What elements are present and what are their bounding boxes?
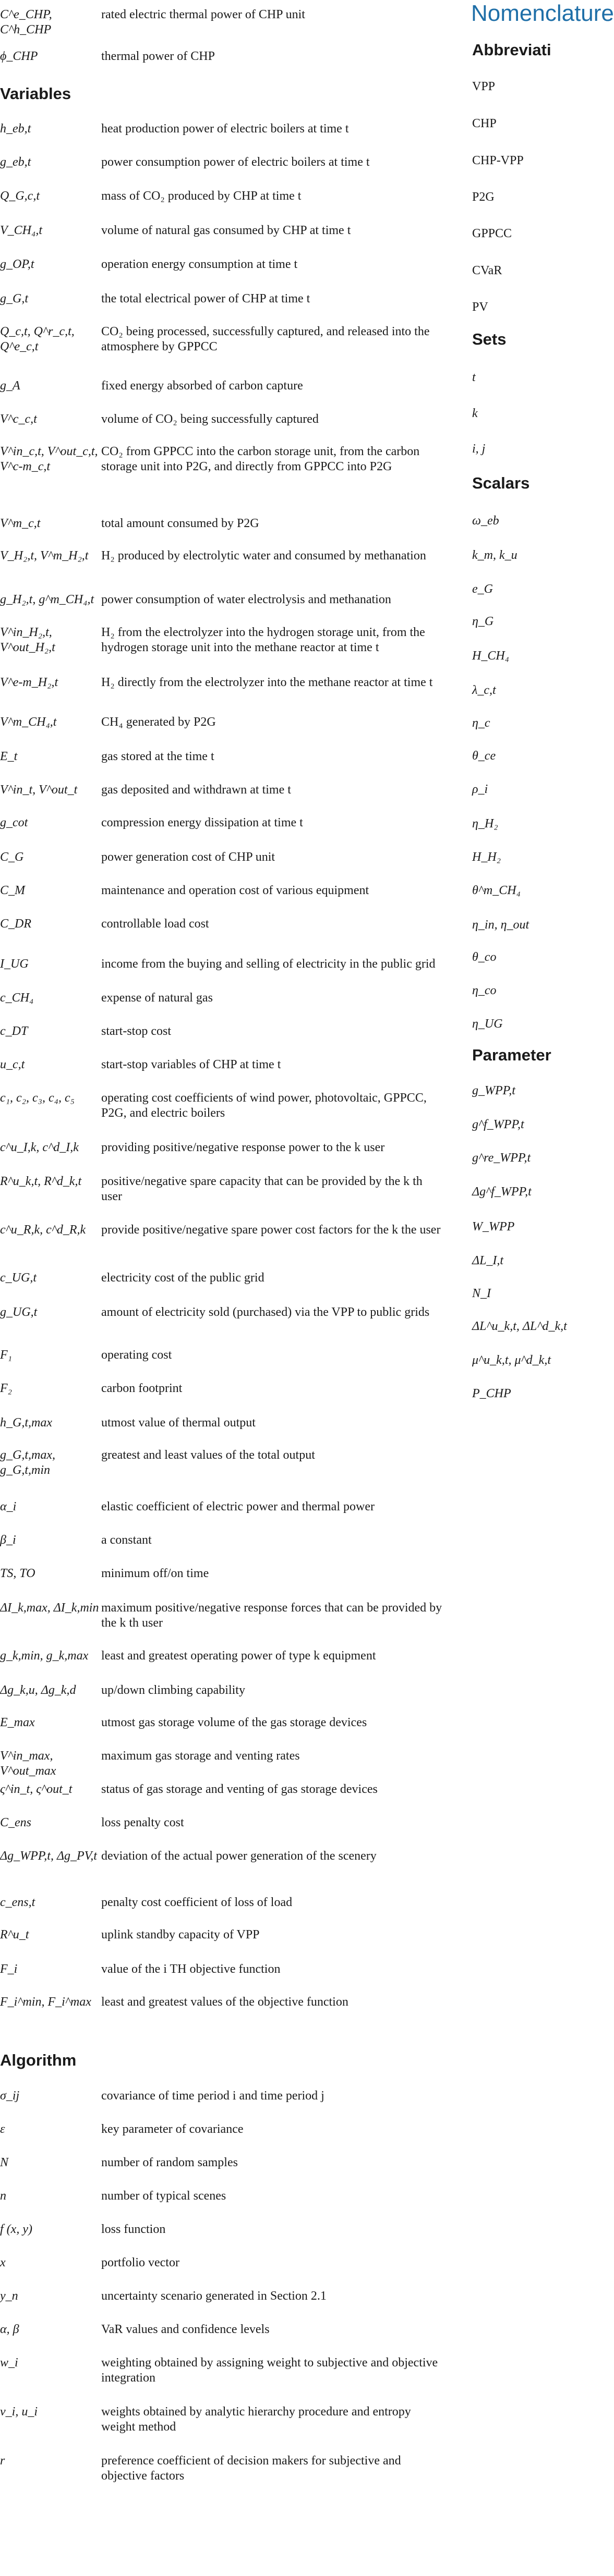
symbol: ε bbox=[0, 2122, 5, 2136]
nomenclature-entry bbox=[0, 957, 446, 987]
description: power consumption power of electric boilers at time t bbox=[101, 155, 370, 169]
symbol: V^c_c,t bbox=[0, 412, 37, 426]
description: uncertainty scenario generated in Section 2.1 bbox=[101, 2289, 327, 2303]
description: H₂ produced by electrolytic water and consumed by methanation bbox=[101, 549, 426, 563]
nomenclature-entry bbox=[0, 412, 446, 441]
description: loss penalty cost bbox=[101, 1816, 184, 1829]
nomenclature-entry bbox=[0, 121, 446, 152]
nomenclature-entry bbox=[0, 257, 446, 288]
symbol: g_k,min, g_k,max bbox=[0, 1649, 89, 1663]
symbol: C_DR bbox=[0, 917, 31, 931]
symbol: c_UG,t bbox=[0, 1271, 37, 1285]
symbol: f (x, y) bbox=[0, 2223, 32, 2236]
description: provide positive/negative spare power cost factors for the k the user bbox=[101, 1223, 441, 1237]
scalar-item: η_c bbox=[472, 716, 490, 730]
description: portfolio vector bbox=[101, 2256, 179, 2269]
symbol: g_A bbox=[0, 379, 20, 393]
symbol: E_max bbox=[0, 1716, 35, 1729]
nomenclature-entry bbox=[0, 7, 446, 39]
scalar-item: k_m, k_u bbox=[472, 548, 517, 562]
symbol: C^e_CHP, C^h_CHP bbox=[0, 8, 52, 36]
nomenclature-entry bbox=[0, 1415, 446, 1445]
symbol: x bbox=[0, 2256, 6, 2269]
description: providing positive/negative response power to the k user bbox=[101, 1141, 385, 1154]
section-heading-algorithm: Algorithm bbox=[0, 2051, 77, 2069]
nomenclature-entry bbox=[0, 1271, 446, 1302]
nomenclature-entry bbox=[0, 1683, 446, 1712]
symbol: V_H₂,t, V^m_H₂,t bbox=[0, 549, 89, 563]
nomenclature-entry bbox=[0, 1715, 446, 1745]
description: CO₂ from GPPCC into the carbon storage unit, from the carbon storage unit into P2G, and directly from GPPCC into P2G bbox=[101, 445, 420, 473]
description: rated electric thermal power of CHP unit bbox=[101, 8, 305, 21]
description: CO₂ being processed, successfully captured, and released into the atmosphere by GPPCC bbox=[101, 325, 430, 353]
description: utmost gas storage volume of the gas storage devices bbox=[101, 1716, 367, 1729]
nomenclature-entry bbox=[0, 850, 446, 880]
nomenclature-entry bbox=[0, 991, 446, 1021]
scalar-item: ω_eb bbox=[472, 514, 499, 528]
description: status of gas storage and venting of gas storage devices bbox=[101, 1783, 378, 1796]
symbol: Q_c,t, Q^r_c,t, Q^e_c,t bbox=[0, 325, 75, 353]
scalar-item: θ^m_CH₄ bbox=[472, 884, 521, 897]
description: operation energy consumption at time t bbox=[101, 258, 298, 271]
description: number of typical scenes bbox=[101, 2189, 226, 2203]
description: H₂ directly from the electrolyzer into the methane reactor at time t bbox=[101, 676, 433, 689]
symbol: g_eb,t bbox=[0, 155, 31, 169]
symbol: σ_ij bbox=[0, 2089, 20, 2103]
section-heading-abbreviations: Abbreviati bbox=[472, 41, 551, 59]
nomenclature-entry bbox=[0, 2222, 446, 2252]
nomenclature-entry bbox=[0, 2155, 446, 2186]
description: heat production power of electric boilers at time t bbox=[101, 122, 349, 136]
abbreviation-item: CHP bbox=[472, 117, 497, 130]
symbol: V^m_c,t bbox=[0, 517, 41, 530]
abbreviation-item: VPP bbox=[472, 80, 496, 93]
description: positive/negative spare capacity that can be provided by the k th user bbox=[101, 1175, 423, 1203]
symbol: C_M bbox=[0, 884, 25, 897]
description: thermal power of CHP bbox=[101, 50, 215, 63]
section-heading-parameters: Parameter bbox=[472, 1046, 551, 1064]
symbol: g_H₂,t, g^m_CH₄,t bbox=[0, 593, 94, 606]
symbol: h_eb,t bbox=[0, 122, 31, 136]
description: up/down climbing capability bbox=[101, 1683, 245, 1697]
scalar-item: η_H₂ bbox=[472, 817, 498, 831]
description: covariance of time period i and time period j bbox=[101, 2089, 324, 2103]
symbol: g_G,t bbox=[0, 292, 28, 306]
symbol: N bbox=[0, 2156, 9, 2169]
symbol: c_DT bbox=[0, 1024, 28, 1038]
nomenclature-entry bbox=[0, 675, 446, 712]
symbol: TS, TO bbox=[0, 1567, 35, 1580]
nomenclature-entry bbox=[0, 2255, 446, 2286]
nomenclature-entry bbox=[0, 1749, 446, 1779]
description: operating cost bbox=[101, 1348, 172, 1362]
nomenclature-entry bbox=[0, 2404, 446, 2450]
description: preference coefficient of decision makers for subjective and objective factors bbox=[101, 2454, 401, 2483]
scalar-item: η_in, η_out bbox=[472, 918, 529, 932]
description: maximum gas storage and venting rates bbox=[101, 1749, 300, 1763]
nomenclature-entry bbox=[0, 1782, 446, 1812]
description: weighting obtained by assigning weight to subjective and objective integration bbox=[101, 2356, 438, 2385]
section-heading-variables: Variables bbox=[0, 84, 71, 103]
description: weights obtained by analytic hierarchy procedure and entropy weight method bbox=[101, 2405, 411, 2434]
description: amount of electricity sold (purchased) via the VPP to public grids bbox=[101, 1305, 430, 1319]
scalar-item: H_H₂ bbox=[472, 850, 501, 864]
nomenclature-entry bbox=[0, 1849, 446, 1892]
nomenclature-entry bbox=[0, 49, 446, 80]
set-item: i, j bbox=[472, 442, 486, 456]
description: minimum off/on time bbox=[101, 1567, 209, 1580]
description: power consumption of water electrolysis and methanation bbox=[101, 593, 391, 606]
symbol: V_CH₄,t bbox=[0, 224, 43, 237]
symbol: C_ens bbox=[0, 1816, 31, 1829]
description: gas stored at the time t bbox=[101, 750, 214, 763]
nomenclature-entry bbox=[0, 1815, 446, 1846]
scalar-item: θ_co bbox=[472, 950, 497, 964]
parameter-item: ΔL_I,t bbox=[472, 1254, 504, 1267]
scalar-item: θ_ce bbox=[472, 749, 496, 763]
nomenclature-entry bbox=[0, 379, 446, 409]
symbol: V^e-m_H₂,t bbox=[0, 676, 58, 689]
symbol: n bbox=[0, 2189, 6, 2203]
set-item: t bbox=[472, 371, 476, 384]
symbol: E_t bbox=[0, 750, 18, 763]
abbreviation-item: CVaR bbox=[472, 264, 502, 277]
symbol: w_i bbox=[0, 2356, 18, 2370]
description: carbon footprint bbox=[101, 1382, 183, 1395]
description: electricity cost of the public grid bbox=[101, 1271, 264, 1285]
description: greatest and least values of the total output bbox=[101, 1448, 315, 1462]
symbol: V^in_H₂,t, V^out_H₂,t bbox=[0, 626, 55, 654]
nomenclature-entry bbox=[0, 715, 446, 746]
nomenclature-entry bbox=[0, 1024, 446, 1054]
description: value of the i TH objective function bbox=[101, 1962, 281, 1976]
symbol: Q_G,c,t bbox=[0, 189, 40, 203]
nomenclature-entry bbox=[0, 1174, 446, 1219]
symbol: C_G bbox=[0, 850, 24, 864]
nomenclature-entry bbox=[0, 2089, 446, 2119]
nomenclature-entry bbox=[0, 2289, 446, 2319]
symbol: F₂ bbox=[0, 1382, 13, 1395]
nomenclature-entry bbox=[0, 2453, 446, 2499]
description: controllable load cost bbox=[101, 917, 209, 931]
symbol: u_c,t bbox=[0, 1058, 25, 1071]
nomenclature-entry bbox=[0, 548, 446, 589]
symbol: F_i bbox=[0, 1962, 18, 1976]
nomenclature-entry bbox=[0, 815, 446, 847]
description: number of random samples bbox=[101, 2156, 238, 2169]
symbol: c_ens,t bbox=[0, 1896, 35, 1909]
parameter-item: g^f_WPP,t bbox=[472, 1118, 524, 1131]
section-heading-scalars: Scalars bbox=[472, 474, 530, 492]
description: deviation of the actual power generation of the scenery bbox=[101, 1849, 377, 1863]
nomenclature-entry bbox=[0, 155, 446, 186]
description: penalty cost coefficient of loss of load bbox=[101, 1896, 293, 1909]
description: total amount consumed by P2G bbox=[101, 517, 259, 530]
description: fixed energy absorbed of carbon capture bbox=[101, 379, 303, 393]
description: uplink standby capacity of VPP bbox=[101, 1928, 260, 1942]
scalar-item: λ_c,t bbox=[472, 683, 496, 697]
symbol: β_i bbox=[0, 1533, 16, 1547]
parameter-item: N_I bbox=[472, 1287, 491, 1300]
symbol: g_cot bbox=[0, 816, 28, 829]
symbol: ς^in_t, ς^out_t bbox=[0, 1783, 73, 1796]
description: start-stop cost bbox=[101, 1024, 171, 1038]
symbol: ϕ_CHP bbox=[0, 50, 38, 63]
nomenclature-entry bbox=[0, 2355, 446, 2401]
symbol: c₁, c₂, c₃, c₄, c₅ bbox=[0, 1091, 75, 1105]
nomenclature-entry bbox=[0, 1348, 446, 1378]
symbol: F_i^min, F_i^max bbox=[0, 1995, 91, 2009]
symbol: h_G,t,max bbox=[0, 1416, 52, 1430]
symbol: y_n bbox=[0, 2289, 18, 2303]
symbol: v_i, u_i bbox=[0, 2405, 38, 2419]
description: gas deposited and withdrawn at time t bbox=[101, 783, 291, 797]
symbol: c_CH₄ bbox=[0, 991, 34, 1005]
description: expense of natural gas bbox=[101, 991, 213, 1005]
description: compression energy dissipation at time t bbox=[101, 816, 303, 829]
symbol: c^u_I,k, c^d_I,k bbox=[0, 1141, 79, 1154]
symbol: α, β bbox=[0, 2323, 19, 2336]
nomenclature-entry bbox=[0, 291, 446, 321]
description: power generation cost of CHP unit bbox=[101, 850, 275, 864]
parameter-item: g_WPP,t bbox=[472, 1084, 515, 1097]
nomenclature-entry bbox=[0, 1566, 446, 1597]
description: CH₄ generated by P2G bbox=[101, 715, 216, 729]
description: VaR values and confidence levels bbox=[101, 2323, 270, 2336]
description: loss function bbox=[101, 2223, 166, 2236]
scalar-item: H_CH₄ bbox=[472, 649, 510, 663]
symbol: c^u_R,k, c^d_R,k bbox=[0, 1223, 86, 1237]
description: income from the buying and selling of electricity in the public grid bbox=[101, 957, 436, 971]
symbol: R^u_t bbox=[0, 1928, 29, 1942]
nomenclature-entry bbox=[0, 1927, 446, 1959]
description: utmost value of thermal output bbox=[101, 1416, 256, 1430]
description: a constant bbox=[101, 1533, 152, 1547]
nomenclature-entry bbox=[0, 2189, 446, 2219]
abbreviation-item: PV bbox=[472, 300, 488, 314]
nomenclature-entry bbox=[0, 1995, 446, 2020]
abbreviation-item: CHP-VPP bbox=[472, 154, 524, 167]
parameter-item: μ^u_k,t, μ^d_k,t bbox=[472, 1353, 551, 1367]
description: operating cost coefficients of wind power, photovoltaic, GPPCC, P2G, and electric boilers bbox=[101, 1091, 427, 1120]
symbol: V^in_t, V^out_t bbox=[0, 783, 78, 797]
description: least and greatest operating power of type k equipment bbox=[101, 1649, 376, 1663]
description: volume of natural gas consumed by CHP at time t bbox=[101, 224, 351, 237]
nomenclature-entry bbox=[0, 1381, 446, 1412]
nomenclature-entry bbox=[0, 625, 446, 672]
nomenclature-entry bbox=[0, 917, 446, 954]
nomenclature-entry bbox=[0, 1962, 446, 1992]
nomenclature-entry bbox=[0, 1649, 446, 1680]
parameter-item: P_CHP bbox=[472, 1387, 511, 1400]
section-heading-sets: Sets bbox=[472, 330, 507, 348]
symbol: Δg_k,u, Δg_k,d bbox=[0, 1683, 76, 1697]
nomenclature-entry bbox=[0, 189, 446, 220]
scalar-item: η_G bbox=[472, 615, 494, 628]
scalar-item: ρ_i bbox=[472, 783, 488, 796]
nomenclature-entry bbox=[0, 1601, 446, 1645]
set-item: k bbox=[472, 407, 478, 420]
parameter-item: ΔL^u_k,t, ΔL^d_k,t bbox=[472, 1320, 567, 1333]
page-title: Nomenclature bbox=[471, 1, 614, 26]
scalar-item: η_co bbox=[472, 984, 497, 997]
symbol: V^in_max, V^out_max bbox=[0, 1749, 56, 1778]
symbol: g_G,t,max, g_G,t,min bbox=[0, 1448, 55, 1477]
nomenclature-entry bbox=[0, 516, 446, 545]
nomenclature-entry bbox=[0, 883, 446, 913]
symbol: α_i bbox=[0, 1500, 17, 1513]
description: least and greatest values of the objective function bbox=[101, 1995, 348, 2009]
abbreviation-item: P2G bbox=[472, 190, 495, 204]
symbol: g_UG,t bbox=[0, 1305, 38, 1319]
description: start-stop variables of CHP at time t bbox=[101, 1058, 281, 1071]
nomenclature-entry bbox=[0, 1895, 446, 1924]
symbol: V^m_CH₄,t bbox=[0, 715, 57, 729]
nomenclature-entry bbox=[0, 223, 446, 254]
nomenclature-entry bbox=[0, 444, 446, 513]
symbol: R^u_k,t, R^d_k,t bbox=[0, 1175, 82, 1188]
nomenclature-entry bbox=[0, 324, 446, 375]
nomenclature-entry bbox=[0, 2322, 446, 2352]
symbol: F₁ bbox=[0, 1348, 13, 1362]
parameter-item: g^re_WPP,t bbox=[472, 1151, 531, 1165]
symbol: I_UG bbox=[0, 957, 29, 971]
description: elastic coefficient of electric power and thermal power bbox=[101, 1500, 375, 1513]
description: the total electrical power of CHP at time t bbox=[101, 292, 310, 306]
symbol: Δg_WPP,t, Δg_PV,t bbox=[0, 1849, 97, 1863]
nomenclature-entry bbox=[0, 1305, 446, 1345]
parameter-item: Δg^f_WPP,t bbox=[472, 1185, 532, 1199]
description: key parameter of covariance bbox=[101, 2122, 244, 2136]
description: mass of CO₂ produced by CHP at time t bbox=[101, 189, 302, 203]
symbol: ΔI_k,max, ΔI_k,min bbox=[0, 1601, 99, 1615]
parameter-item: W_WPP bbox=[472, 1220, 515, 1234]
nomenclature-entry bbox=[0, 1499, 446, 1530]
nomenclature-entry bbox=[0, 783, 446, 812]
nomenclature-entry bbox=[0, 592, 446, 622]
description: maximum positive/negative response forces that can be provided by the k th user bbox=[101, 1601, 442, 1630]
nomenclature-entry bbox=[0, 1140, 446, 1171]
nomenclature-entry bbox=[0, 1533, 446, 1563]
nomenclature-entry bbox=[0, 1057, 446, 1088]
scalar-item: e_G bbox=[472, 582, 493, 596]
description: maintenance and operation cost of various equipment bbox=[101, 884, 369, 897]
description: volume of CO₂ being successfully captured bbox=[101, 412, 319, 426]
symbol: r bbox=[0, 2454, 5, 2468]
nomenclature-entry bbox=[0, 1223, 446, 1267]
nomenclature-entry bbox=[0, 2122, 446, 2152]
symbol: g_OP,t bbox=[0, 258, 34, 271]
nomenclature-entry bbox=[0, 1448, 446, 1496]
nomenclature-entry bbox=[0, 749, 446, 779]
description: H₂ from the electrolyzer into the hydrogen storage unit, from the hydrogen storage unit into the methane reactor at time t bbox=[101, 626, 425, 654]
scalar-item: η_UG bbox=[472, 1017, 503, 1031]
nomenclature-entry bbox=[0, 1091, 446, 1137]
abbreviation-item: GPPCC bbox=[472, 227, 512, 240]
symbol: V^in_c,t, V^out_c,t, V^c-m_c,t bbox=[0, 445, 98, 473]
